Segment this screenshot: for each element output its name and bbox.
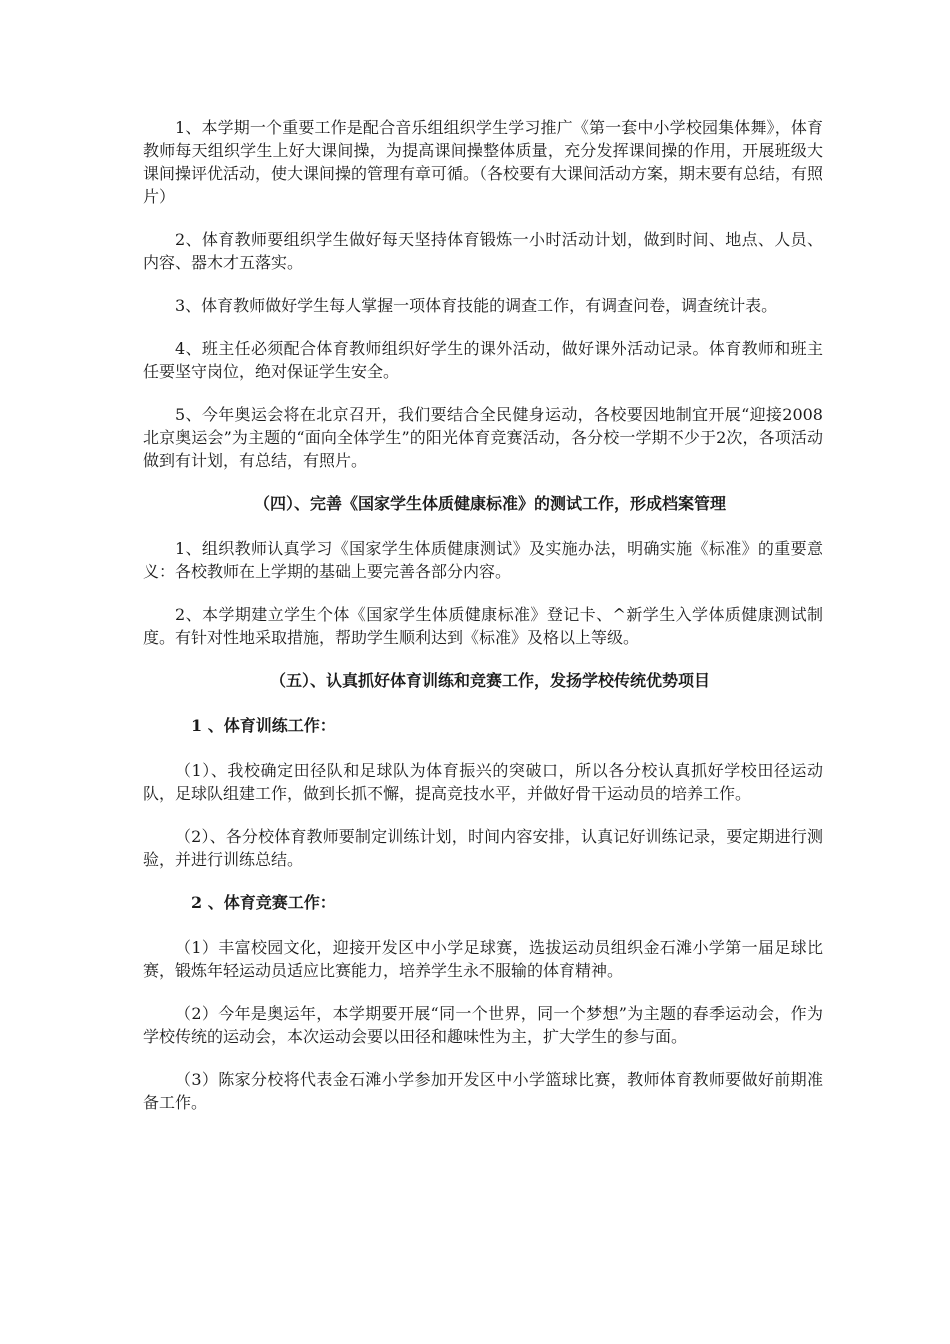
paragraph-2: 2、体育教师要组织学生做好每天坚持体育锻炼一小时活动计划，做到时间、地点、人员、内容、器木才五落实。 [143,230,823,272]
subheading-training: 1 、体育训练工作： [191,716,336,735]
paragraph-8: （1）、我校确定田径队和足球队为体育振兴的突破口，所以各分校认真抓好学校田径运动队，足球队组建工作，做到长抓不懈，提高竞技水平，并做好骨干运动员的培养工作。 [143,761,823,803]
document-page [143,116,823,1134]
paragraph-1: 1、本学期一个重要工作是配合音乐组组织学生学习推广《第一套中小学校园集体舞》，体育教师每天组织学生上好大课间操，为提高课间操整体质量，充分发挥课间操的作用，开展班级大课间操评优活动，使大课间操的管理有章可循。（各校要有大课间活动方案，期末要有总结，有照片） [143,118,824,206]
section-heading-4: （四）、完善《国家学生体质健康标准》的测试工作，形成档案管理 [253,494,726,513]
paragraph-10: （1）丰富校园文化，迎接开发区中小学足球赛，选拔运动员组织金石滩小学第一届足球比赛，锻炼年轻运动员适应比赛能力，培养学生永不服输的体育精神。 [143,938,823,980]
paragraph-5: 5、今年奥运会将在北京召开，我们要结合全民健身运动，各校要因地制宜开展“迎接2008北京奥运会”为主题的“面向全体学生”的阳光体育竞赛活动，各分校一学期不少于2次，各项活动做到有计划，有总结，有照片。 [143,405,823,470]
paragraph-3: 3、体育教师做好学生每人掌握一项体育技能的调查工作，有调查问卷，调查统计表。 [175,296,778,315]
paragraph-11: （2）今年是奥运年，本学期要开展“同一个世界，同一个梦想”为主题的春季运动会，作为学校传统的运动会，本次运动会要以田径和趣味性为主，扩大学生的参与面。 [143,1004,823,1046]
paragraph-6: 1、组织教师认真学习《国家学生体质健康测试》及实施办法，明确实施《标准》的重要意义：各校教师在上学期的基础上要完善各部分内容。 [143,539,823,581]
paragraph-7: 2、本学期建立学生个体《国家学生体质健康标准》登记卡、^新学生入学体质健康测试制度。有针对性地采取措施，帮助学生顺利达到《标准》及格以上等级。 [143,605,823,647]
paragraph-9: （2）、各分校体育教师要制定训练计划，时间内容安排，认真记好训练记录，要定期进行测验，并进行训练总结。 [143,827,823,869]
subheading-competition: 2 、体育竞赛工作： [191,893,336,912]
paragraph-4: 4、班主任必须配合体育教师组织好学生的课外活动，做好课外活动记录。体育教师和班主任要坚守岗位，绝对保证学生安全。 [143,339,823,381]
paragraph-12: （3）陈家分校将代表金石滩小学参加开发区中小学篮球比赛，教师体育教师要做好前期准备工作。 [143,1070,823,1112]
section-heading-5: （五）、认真抓好体育训练和竞赛工作，发扬学校传统优势项目 [269,671,710,690]
